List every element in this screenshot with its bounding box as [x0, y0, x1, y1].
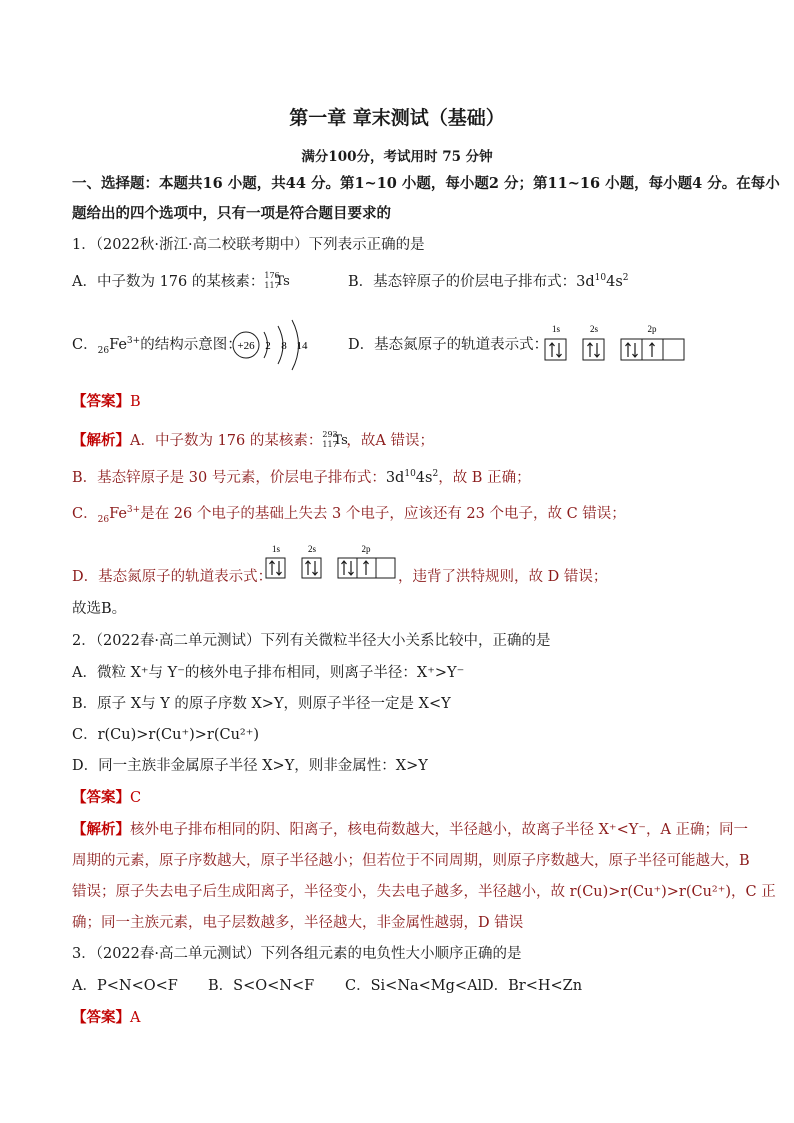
section-heading-line2: 题给出的四个选项中，只有一项是符合题目要求的	[72, 205, 391, 222]
q2-analysis-line3: 错误；原子失去电子后生成阳离子，半径变小，失去电子越多，半径越小，故 r(Cu)>r(Cu⁺)>r(Cu²⁺)，C 正	[72, 884, 776, 900]
q3-option-b: B．S<O<N<F	[208, 978, 315, 994]
q3-option-a: A．P<N<O<F	[72, 978, 178, 994]
nuclide-symbol: 293 117 Ts	[322, 430, 348, 449]
q1-option-a	[72, 272, 288, 292]
q2-option-b: B．原子 X与 Y 的原子序数 X>Y，则原子半径一定是 X<Y	[72, 696, 451, 712]
q1-option-b: B．基态锌原子的价层电子排布式：$3d^{10}4s^2$	[348, 273, 629, 290]
svg-text:2s: 2s	[307, 544, 317, 554]
atomic-structure-diagram	[228, 314, 318, 376]
section-heading-line1: 一、选择题：本题共16 小题，共44 分。第1~10 小题，每小题2 分；第11~16 小题，每小题4 分。在每小	[72, 175, 780, 192]
orbital-diagram-analysis	[262, 542, 396, 582]
shell-electrons-1: 2	[265, 340, 271, 352]
shell-electrons-2: 8	[281, 340, 287, 352]
page-subtitle: 满分100分，考试用时 75 分钟	[301, 149, 493, 165]
svg-text:2p: 2p	[647, 324, 657, 334]
q2-option-c: C．r(Cu)>r(Cu⁺)>r(Cu²⁺)	[72, 727, 260, 743]
shell-electrons-3: 14	[296, 340, 308, 352]
page-title: 第一章 章末测试（基础）	[289, 107, 505, 129]
q1-analysis-d-suffix: ，违背了洪特规则，故 D 错误；	[398, 569, 608, 585]
q1-analysis-a: 【解析】A．中子数为 176 的某核素： 293 117 Ts ，故A 错误；	[72, 430, 434, 449]
q3-option-c: C．Si<Na<Mg<Al	[345, 978, 483, 994]
svg-text:2p: 2p	[361, 544, 371, 554]
q1-stem: 1．（2022秋·浙江·高二校联考期中）下列表示正确的是	[72, 237, 425, 253]
q3-answer: 【答案】A	[72, 1009, 141, 1026]
q1-conclusion: 故选B。	[72, 601, 127, 617]
svg-text:1s: 1s	[551, 324, 561, 334]
q2-analysis-line4: 确；同一主族元素，电子层数越多，半径越大，非金属性越弱，D 错误	[72, 915, 524, 931]
q2-analysis-line1: 【解析】核外电子排布相同的阴、阳离子，核电荷数越大，半径越小，故离子半径 X⁺<Y⁻，A 正确；同一	[72, 821, 749, 838]
q2-stem: 2．（2022春·高二单元测试）下列有关微粒半径大小关系比较中，正确的是	[72, 633, 551, 649]
nucleus-charge: +26	[237, 340, 255, 352]
q1-option-d: D．基态氮原子的轨道表示式：	[348, 337, 549, 353]
q3-stem: 3．（2022春·高二单元测试）下列各组元素的电负性大小顺序正确的是	[72, 946, 522, 962]
q2-option-d: D．同一主族非金属原子半径 X>Y，则非金属性：X>Y	[72, 758, 428, 774]
q3-option-d: D．Br<H<Zn	[482, 978, 583, 994]
nuclide-symbol: 176 117 Ts	[264, 271, 290, 290]
q1-answer: 【答案】B	[72, 393, 141, 410]
q1-analysis-c: C．$_{26}Fe^{3+}$是在 26 个电子的基础上失去 3 个电子，应该还有 23 个电子，故 C 错误；	[72, 505, 626, 525]
q2-answer: 【答案】C	[72, 789, 142, 806]
q1-analysis-d-prefix: D．基态氮原子的轨道表示式：	[72, 569, 273, 585]
orbital-diagram-option-d	[540, 322, 688, 364]
q2-analysis-line2: 周期的元素，原子序数越大，原子半径越小；但若位于不同周期，则原子序数越大，原子半径可能越大，B	[72, 853, 750, 869]
q1-option-a-text: A．中子数为 176 的某核素：	[72, 274, 265, 290]
q1-analysis-b: B．基态锌原子是 30 号元素，价层电子排布式：$3d^{10}4s^2$，故 B 正确；	[72, 469, 531, 486]
q1-option-c: C．$_{26}Fe^{3+}$的结构示意图：	[72, 336, 242, 356]
svg-text:1s: 1s	[271, 544, 281, 554]
svg-text:2s: 2s	[589, 324, 599, 334]
q2-option-a: A．微粒 X⁺与 Y⁻的核外电子排布相同，则离子半径：X⁺>Y⁻	[72, 665, 465, 681]
